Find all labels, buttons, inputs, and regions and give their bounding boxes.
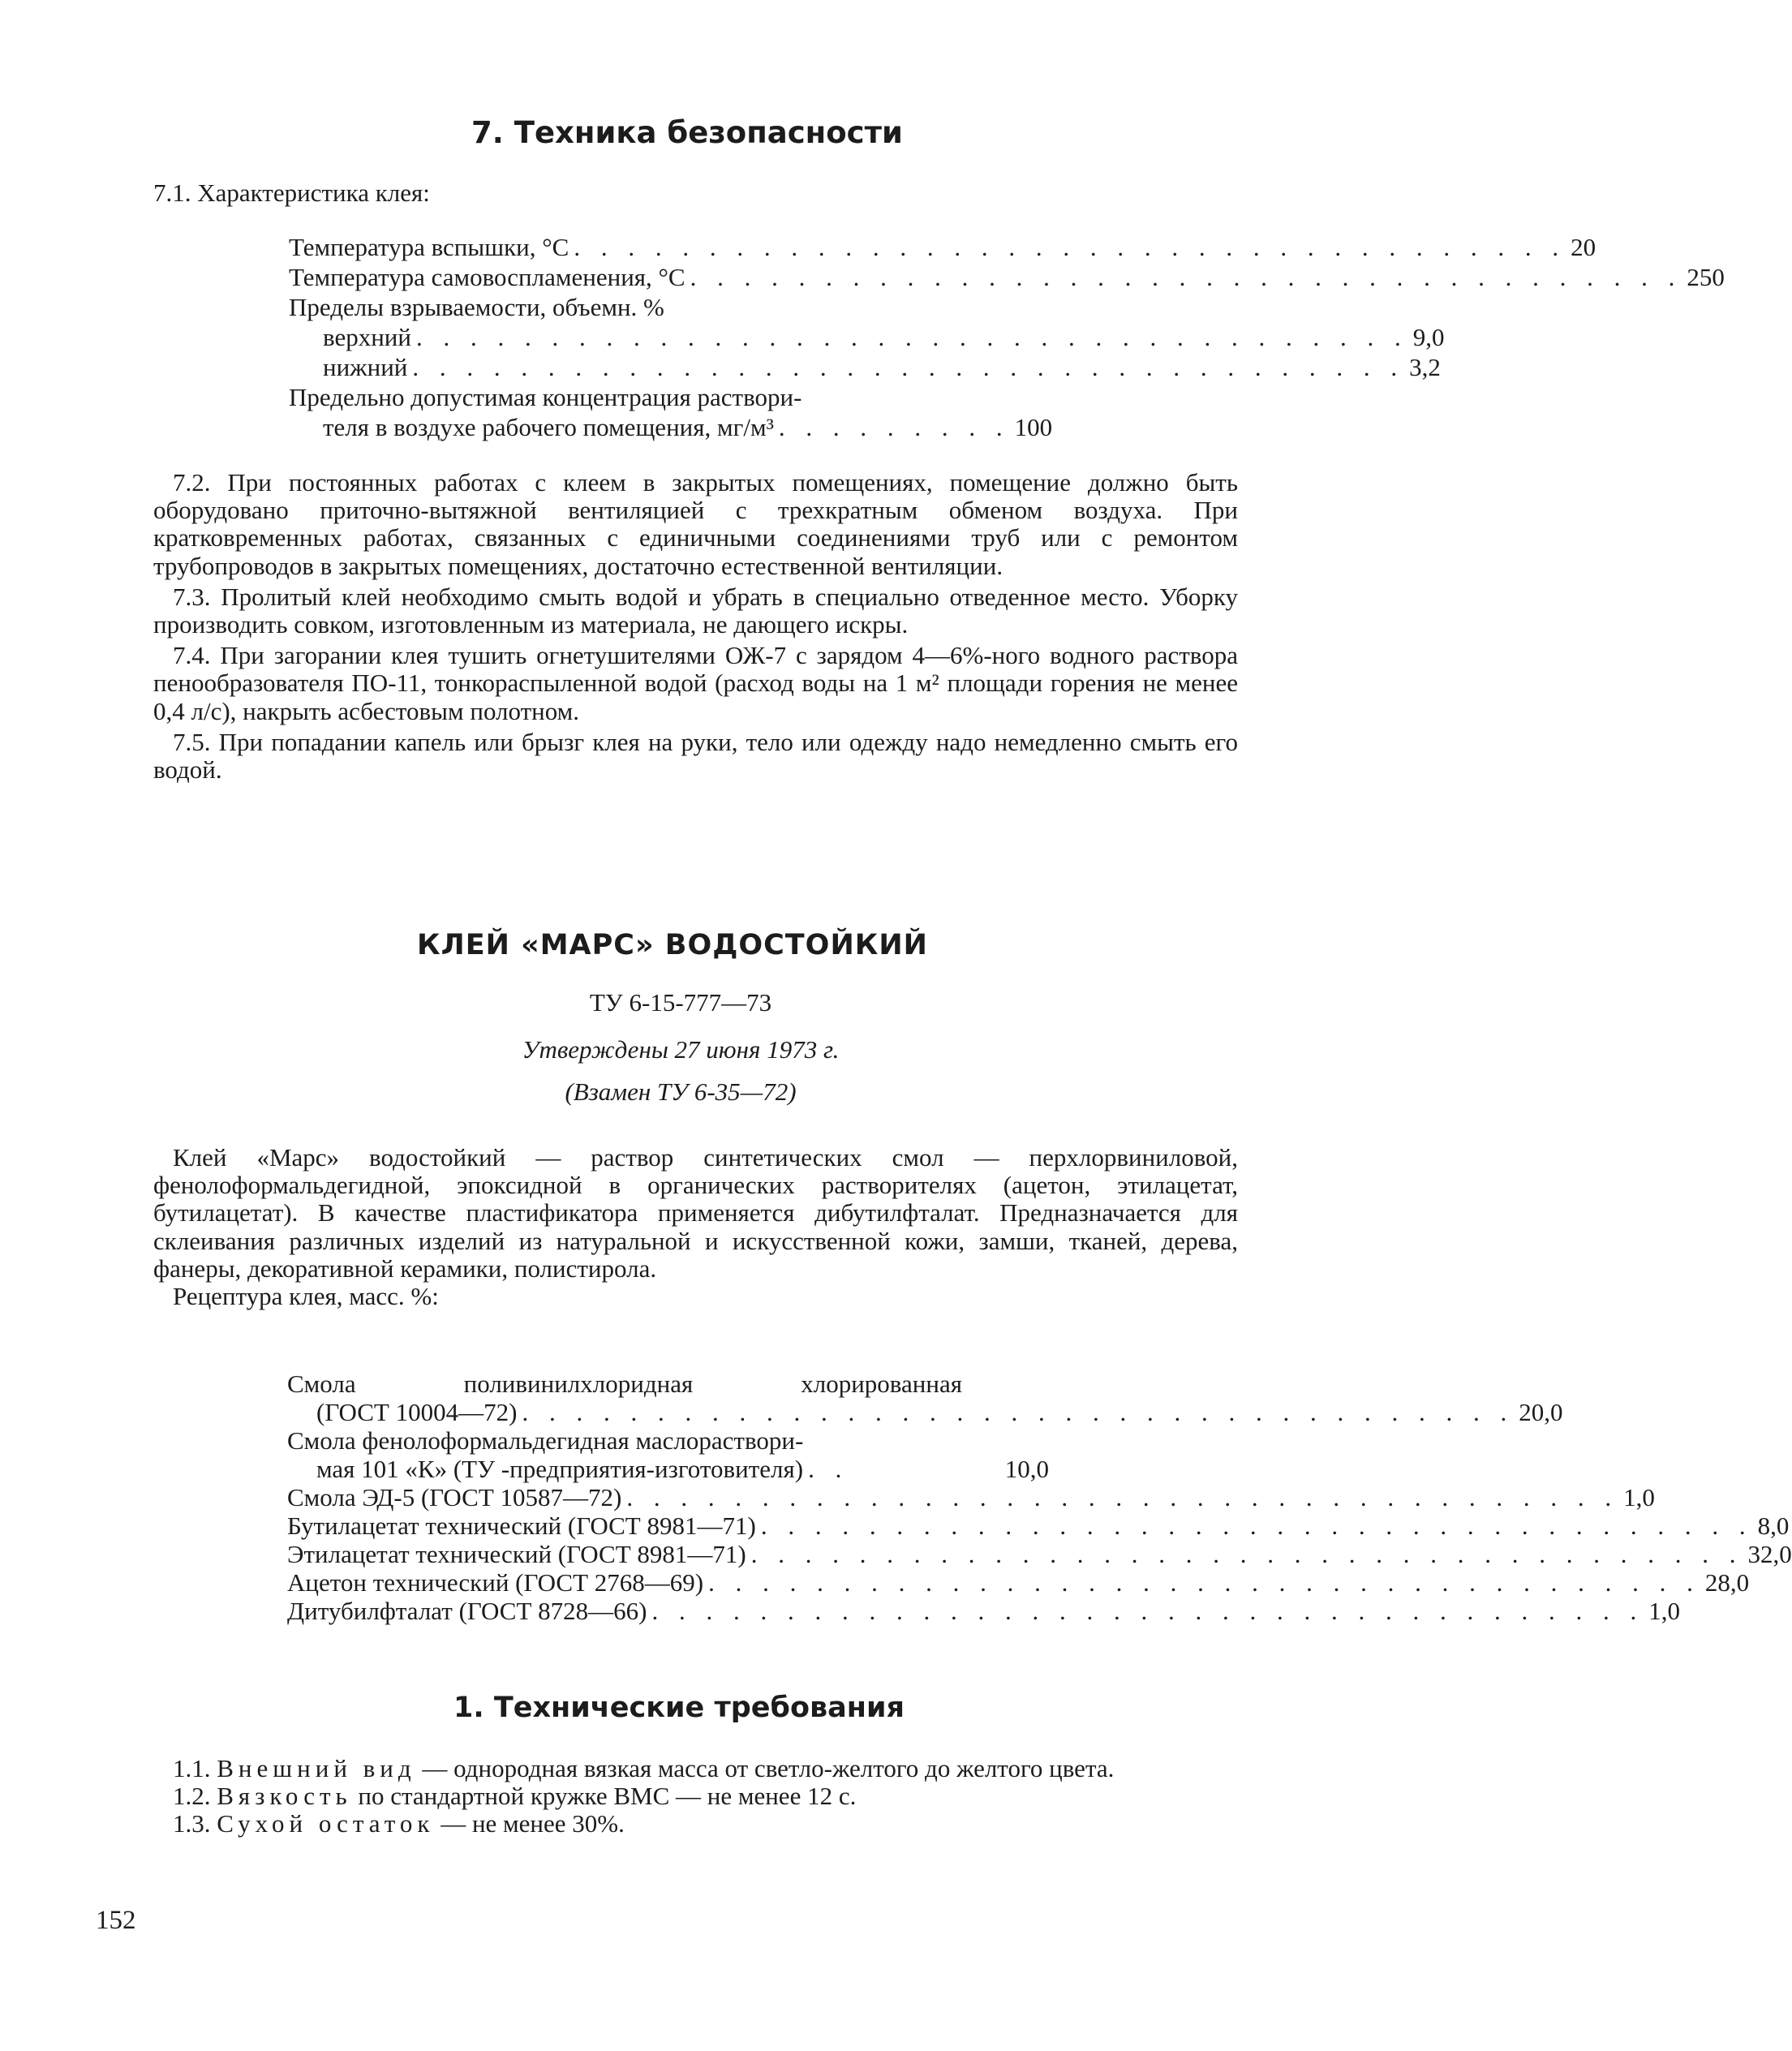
requirement-text: — не менее 30%. [440, 1809, 625, 1838]
property-value: 3,2 [1409, 353, 1441, 381]
recipe-row [316, 1455, 1049, 1484]
approval-date: Утверждены 27 июня 1973 г. [522, 1035, 840, 1064]
recipe-item-label: Бутилацетат технический (ГОСТ 8981—71) [287, 1511, 756, 1540]
product-title: КЛЕЙ «МАРС» ВОДОСТОЙКИЙ [417, 929, 928, 961]
dot-leader: . . . . . . . . . . . . . . . . . . . . . . . . . . . . . . . . . . . . . [708, 1568, 1700, 1597]
requirement-text: по стандартной кружке ВМС — не менее 12 с. [358, 1782, 857, 1811]
recipe-item-label: Смола фенолоформальдегидная маслораствори- [287, 1426, 804, 1455]
safety-paragraphs [153, 469, 1238, 784]
dot-leader: . . . . . . . . . . . . . . . . . . . . . . . . . . . . . . . . . . . . . [651, 1597, 1644, 1625]
recipe-label: Рецептура клея, масс. %: [173, 1282, 439, 1311]
requirements-block [153, 1755, 1238, 1838]
paragraph-7-3: 7.3. Пролитый клей необходимо смыть водой и убрать в специально отведенное место. Уборку производить совком, изготовленным из материала, не дающего искры. [153, 582, 1238, 639]
requirement-1-3 [153, 1810, 1238, 1838]
requirement-text: — однородная вязкая масса от светло-желтого до желтого цвета. [422, 1754, 1115, 1782]
property-row [289, 233, 1596, 262]
product-description: Клей «Марс» водостойкий — раствор синтетических смол — перхлорвиниловой, фенолоформальдегидной, эпоксидной в органических растворителях (ацетон, этилацетат, бутилацетат). В качестве пластификатора применяется дибутилфталат. Предназначается для склеивания различных изделий из натуральной и искусственной кожи, замши, тканей, дерева, фанеры, декоративной керамики, полистирола. [153, 1143, 1238, 1283]
recipe-item-value: 20,0 [1519, 1398, 1563, 1426]
property-row [323, 323, 1445, 352]
spec-number: ТУ 6-15-777—73 [589, 988, 772, 1017]
property-value: 9,0 [1412, 323, 1445, 351]
dot-leader: . . . . . . . . . . . . . . . . . . . . . . . . . . . . . . . . . . . . . [522, 1398, 1515, 1426]
property-value: 250 [1687, 263, 1725, 291]
explosion-label: Пределы взрываемости, объемн. % [289, 293, 664, 321]
recipe-item-value: 1,0 [1648, 1597, 1680, 1625]
dot-leader: . . . . . . . . . . . . . . . . . . . . . . . . . . . . . . . . . . . . . [415, 323, 1408, 351]
recipe-item-value: 1,0 [1623, 1483, 1655, 1511]
recipe-item-value: 32,0 [1747, 1540, 1792, 1568]
dot-leader: . . . . . . . . . . . . . . . . . . . . . . . . . . . . . . . . . . . . . [626, 1483, 1619, 1511]
recipe-row [287, 1483, 1655, 1512]
dot-leader: . . [808, 1455, 849, 1483]
property-value: 20 [1571, 233, 1596, 261]
recipe-item-label: мая 101 «К» (ТУ -предприятия-изготовителя) [316, 1455, 804, 1483]
requirement-term: Вязкость [217, 1782, 352, 1811]
property-row [289, 263, 1725, 292]
property-label: нижний [323, 353, 408, 381]
recipe-row [287, 1597, 1680, 1626]
section-heading-safety: 7. Техника безопасности [471, 115, 903, 150]
dot-leader: . . . . . . . . . . . . . . . . . . . . . . . . . . . . . . . . . . . . . [750, 1540, 1743, 1568]
concentration-label: Предельно допустимая концентрация раствори- [289, 383, 802, 411]
recipe-row [287, 1511, 1790, 1541]
page-number: 152 [96, 1906, 136, 1935]
recipe-item-label: Ацетон технический (ГОСТ 2768—69) [287, 1568, 704, 1597]
property-value: 100 [1014, 413, 1053, 441]
property-row [323, 413, 1053, 442]
recipe-row [287, 1540, 1792, 1569]
recipe-item-value: 28,0 [1704, 1568, 1750, 1597]
paragraph-7-2: 7.2. При постоянных работах с клеем в закрытых помещениях, помещение должно быть оборудовано приточно-вытяжной вентиляцией с трехкратным обменом воздуха. При кратковременных работах, связанных с единичными соединениями труб или с ремонтом трубопроводов в закрытых помещениях, достаточно естественной вентиляции. [153, 468, 1238, 580]
requirement-number: 1.3. [173, 1809, 211, 1838]
property-label: Температура самовоспламенения, °С [289, 263, 685, 291]
safety-intro: 7.1. Характеристика клея: [153, 178, 430, 207]
recipe-item-label: (ГОСТ 10004—72) [316, 1398, 518, 1426]
property-label: Температура вспышки, °С [289, 233, 569, 261]
dot-leader: . . . . . . . . . [778, 413, 1010, 441]
requirement-1-2 [153, 1782, 1238, 1810]
recipe-item-value: 8,0 [1757, 1511, 1790, 1540]
section-heading-requirements: 1. Технические требования [453, 1692, 905, 1724]
paragraph-7-5: 7.5. При попадании капель или брызг клея на руки, тело или одежду надо немедленно смыть его водой. [153, 727, 1238, 785]
property-row [323, 353, 1441, 382]
requirement-term: Сухой остаток [217, 1809, 435, 1838]
product-description-block [153, 1144, 1238, 1310]
property-label: верхний [323, 323, 411, 351]
requirement-number: 1.1. [173, 1754, 211, 1782]
recipe-item-label: Смола поливинилхлоридная хлорированная [287, 1369, 962, 1398]
recipe-item-value: 10,0 [1004, 1455, 1049, 1483]
replaces-spec: (Взамен ТУ 6-35—72) [565, 1077, 797, 1106]
requirement-number: 1.2. [173, 1782, 211, 1811]
recipe-item-label: Дитубилфталат (ГОСТ 8728—66) [287, 1597, 647, 1625]
dot-leader: . . . . . . . . . . . . . . . . . . . . . . . . . . . . . . . . . . . . . [412, 353, 1405, 381]
paragraph-7-4: 7.4. При загорании клея тушить огнетушителями ОЖ-7 с зарядом 4—6%-ного водного раствора пенообразователя ПО-11, тонкораспыленной водой (расход воды на 1 м² площади горения не менее 0,4 л/с), накрыть асбестовым полотном. [153, 641, 1238, 725]
recipe-item-label: Этилацетат технический (ГОСТ 8981—71) [287, 1540, 746, 1568]
dot-leader: . . . . . . . . . . . . . . . . . . . . . . . . . . . . . . . . . . . . . [690, 263, 1682, 291]
requirement-term: Внешний вид [217, 1754, 416, 1782]
recipe-row [316, 1398, 1563, 1427]
recipe-item-label: Смола ЭД-5 (ГОСТ 10587—72) [287, 1483, 622, 1511]
property-label: теля в воздухе рабочего помещения, мг/м³ [323, 413, 774, 441]
recipe-row [287, 1568, 1750, 1597]
requirement-1-1 [153, 1755, 1238, 1782]
dot-leader: . . . . . . . . . . . . . . . . . . . . . . . . . . . . . . . . . . . . . [574, 233, 1566, 261]
dot-leader: . . . . . . . . . . . . . . . . . . . . . . . . . . . . . . . . . . . . . [760, 1511, 1753, 1540]
